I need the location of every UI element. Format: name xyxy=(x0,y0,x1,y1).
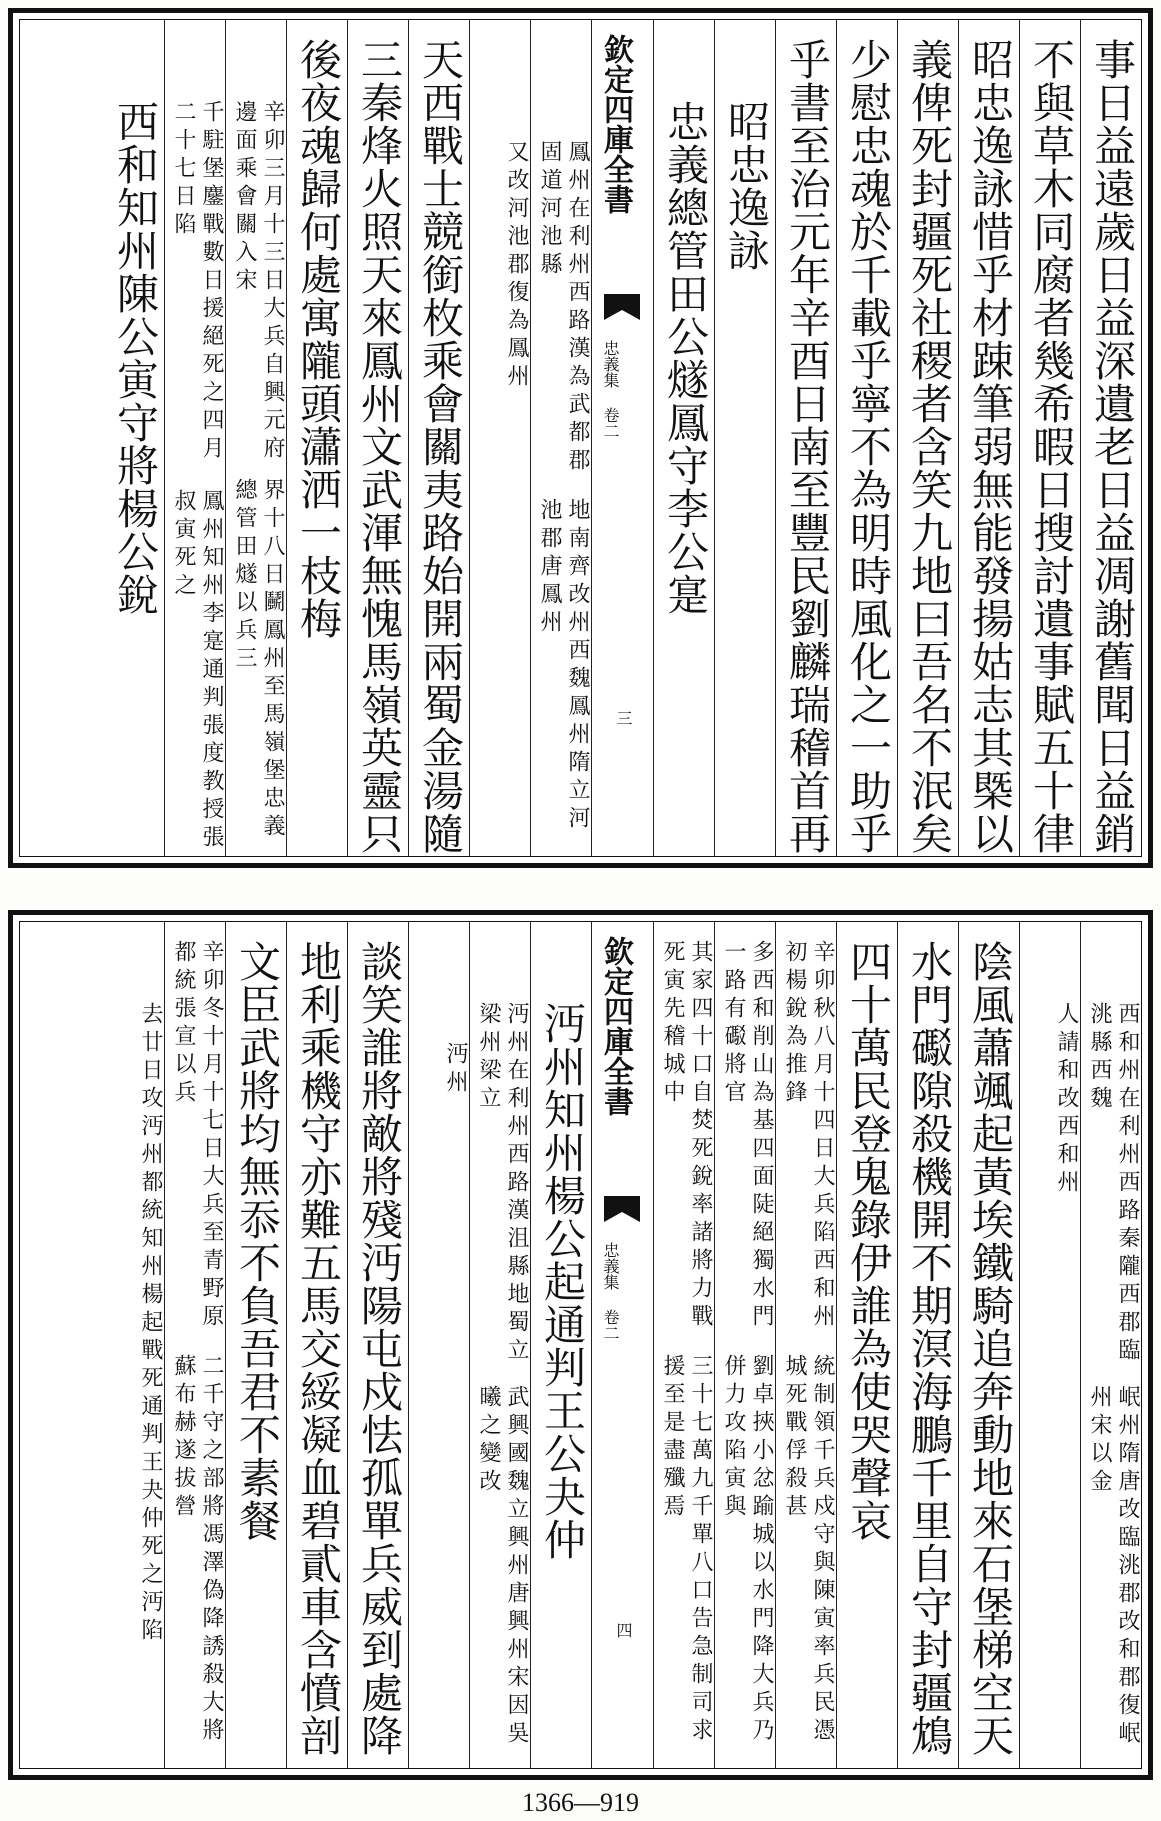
annotation-line: 西和州在利州西路秦隴西郡臨洮縣西魏 xyxy=(1087,1002,1140,1366)
annotation-line: 二千守之部將馮澤偽降誘殺大將蘇布赫遂拔營 xyxy=(171,1354,224,1746)
annotation-line: 州 xyxy=(443,1070,468,1098)
volume-label xyxy=(600,1242,620,1341)
volume-number: 卷二 xyxy=(601,407,620,439)
annotation-line: 武興國魏立興州唐興州宋因吳曦之變改 xyxy=(476,1385,529,1749)
subject-heading: 沔州知州楊公起通判王公夬仲 xyxy=(530,922,591,1768)
text-column: 後夜魂歸何處寓隴頭瀟洒一枝梅 xyxy=(286,20,347,856)
annotation-line: 復為鳳州 xyxy=(504,280,529,392)
volume-label xyxy=(600,340,620,439)
fishtail-mark-icon xyxy=(602,1192,642,1232)
page-top-columns xyxy=(20,20,1141,856)
page-top xyxy=(8,8,1153,868)
text-column: 少慰忠魂於千載乎寧不為明時風化之一助乎 xyxy=(836,20,897,856)
annotation-column xyxy=(469,922,530,1768)
annotation-column xyxy=(103,922,164,1768)
annotation-line: 辛卯三月十三日大兵自興元府邊面乘會關入宋 xyxy=(232,100,285,464)
page-bottom xyxy=(8,910,1153,1780)
center-fold xyxy=(591,922,653,1768)
text-column: 乎書至治元年辛酉日南至豐民劉麟瑞稽首再 xyxy=(775,20,836,856)
annotation-line: 其家四十口自焚死銳率諸將力戰死寅先稽城中 xyxy=(660,940,713,1332)
page-bottom-frame xyxy=(19,921,1142,1769)
collection-title: 欽定四庫全書 xyxy=(598,34,633,214)
annotation-column xyxy=(530,20,591,856)
page-number: 三 xyxy=(614,710,633,726)
text-column: 陰風蕭颯起黃埃鐵騎追奔動地來石堡梯空天 xyxy=(958,922,1019,1768)
annotation-column xyxy=(164,20,225,856)
annotation-column xyxy=(714,922,775,1768)
annotation-line: 岷州隋唐改臨洮郡改和郡復岷州宋以金 xyxy=(1087,1385,1140,1749)
subject-heading: 西和知州陳公寅守將楊公銳 xyxy=(111,100,160,616)
text-column: 不與草木同腐者幾希暇日搜討遺事賦五十律 xyxy=(1019,20,1080,856)
image-reference-number: 1366—919 xyxy=(522,1788,639,1817)
section-title: 昭忠逸詠 xyxy=(714,20,775,856)
annotation-column xyxy=(775,922,836,1768)
annotation-column xyxy=(653,922,714,1768)
book-name: 忠義集 xyxy=(601,1242,620,1290)
annotation-column xyxy=(164,922,225,1768)
annotation-line: 西和州 xyxy=(1054,1114,1079,1198)
center-fold xyxy=(591,20,653,856)
annotation-line: 鳳州知州李寔通判張度教授張叔寅死之 xyxy=(171,488,224,853)
annotation-line: 沔州在利州西路漢沮縣地蜀立梁州梁立 xyxy=(476,1002,529,1366)
annotation-line: 人請和改 xyxy=(1054,1002,1079,1114)
annotation-column xyxy=(408,922,469,1768)
fishtail-mark-icon xyxy=(602,290,642,330)
page-bottom-columns xyxy=(20,922,1141,1768)
annotation-line: 鳳州在利州西路漢為武都郡固道河池縣 xyxy=(537,140,590,476)
annotation-column xyxy=(225,20,286,856)
annotation-line: 界十八日鬭鳳州至馬嶺堡忠義總管田燧以兵三 xyxy=(232,478,285,842)
text-column: 事日益遠歲日益深遺老日益凋謝舊聞日益銷 xyxy=(1080,20,1141,856)
annotation-line: 辛卯冬十月十七日大兵至青野原都統張宣以兵 xyxy=(171,940,224,1332)
annotation-line: 沔 xyxy=(443,1042,468,1070)
annotation-column xyxy=(1019,922,1080,1768)
volume-number: 卷二 xyxy=(601,1309,620,1341)
annotation-column xyxy=(1080,922,1141,1768)
text-column: 地利乘機守亦難五馬交綏凝血碧貳車含憤剖 xyxy=(286,922,347,1768)
annotation-line: 又改河池郡 xyxy=(504,140,529,280)
text-column: 文臣武將均無忝不負吾君不素餐 xyxy=(225,922,286,1768)
annotation-line: 劉卓挾小忿踰城以水門降大兵乃併力攻陷寅與 xyxy=(721,1354,774,1746)
annotation-line: 三十七萬九千單八口告急制司求援至是盡殲焉 xyxy=(660,1354,713,1746)
text-column: 四十萬民登鬼錄伊誰為使哭聲哀 xyxy=(836,922,897,1768)
text-column: 昭忠逸詠惜乎材踈筆弱無能發揚姑志其槩以 xyxy=(958,20,1019,856)
annotation-line: 統制領千兵戍守與陳寅率兵民憑城死戰俘殺甚 xyxy=(782,1354,835,1746)
annotation-line: 辛卯秋八月十四日大兵陷西和州初楊銳為推鋒 xyxy=(782,940,835,1332)
annotation-line: 地南齊改州西魏鳳州隋立河池郡唐鳳州 xyxy=(537,498,590,834)
page-top-frame xyxy=(19,19,1142,857)
text-column: 天西戰士競銜枚乘會關夷路始開兩蜀金湯隨 xyxy=(408,20,469,856)
subject-heading: 忠義總管田公燧鳳守李公寔 xyxy=(653,20,714,856)
annotation-line: 多西和削山為基四面陡絕獨水門一路有礟將官 xyxy=(721,940,774,1332)
text-column: 三秦烽火照天來鳳州文武渾無愧馬嶺英靈只 xyxy=(347,20,408,856)
book-name: 忠義集 xyxy=(601,340,620,388)
text-column: 水門礟隙殺機開不期溟海鵬千里自守封疆鴆 xyxy=(897,922,958,1768)
annotation-line: 千駐堡鏖戰數日援絕死之四月二十七日陷 xyxy=(171,100,224,464)
annotation-line: 戰死通判王夬仲死之沔陷 xyxy=(138,1338,163,1646)
annotation-line: 去廿日攻沔州都統知州楊起 xyxy=(138,1002,163,1338)
collection-title: 欽定四庫全書 xyxy=(598,936,633,1116)
annotation-column xyxy=(469,20,530,856)
page-number: 四 xyxy=(614,1622,633,1638)
text-column: 談笑誰將敵將殘沔陽屯戍怯孤單兵威到處降 xyxy=(347,922,408,1768)
text-column: 義俾死封疆死社稷者含笑九地曰吾名不泯矣 xyxy=(897,20,958,856)
